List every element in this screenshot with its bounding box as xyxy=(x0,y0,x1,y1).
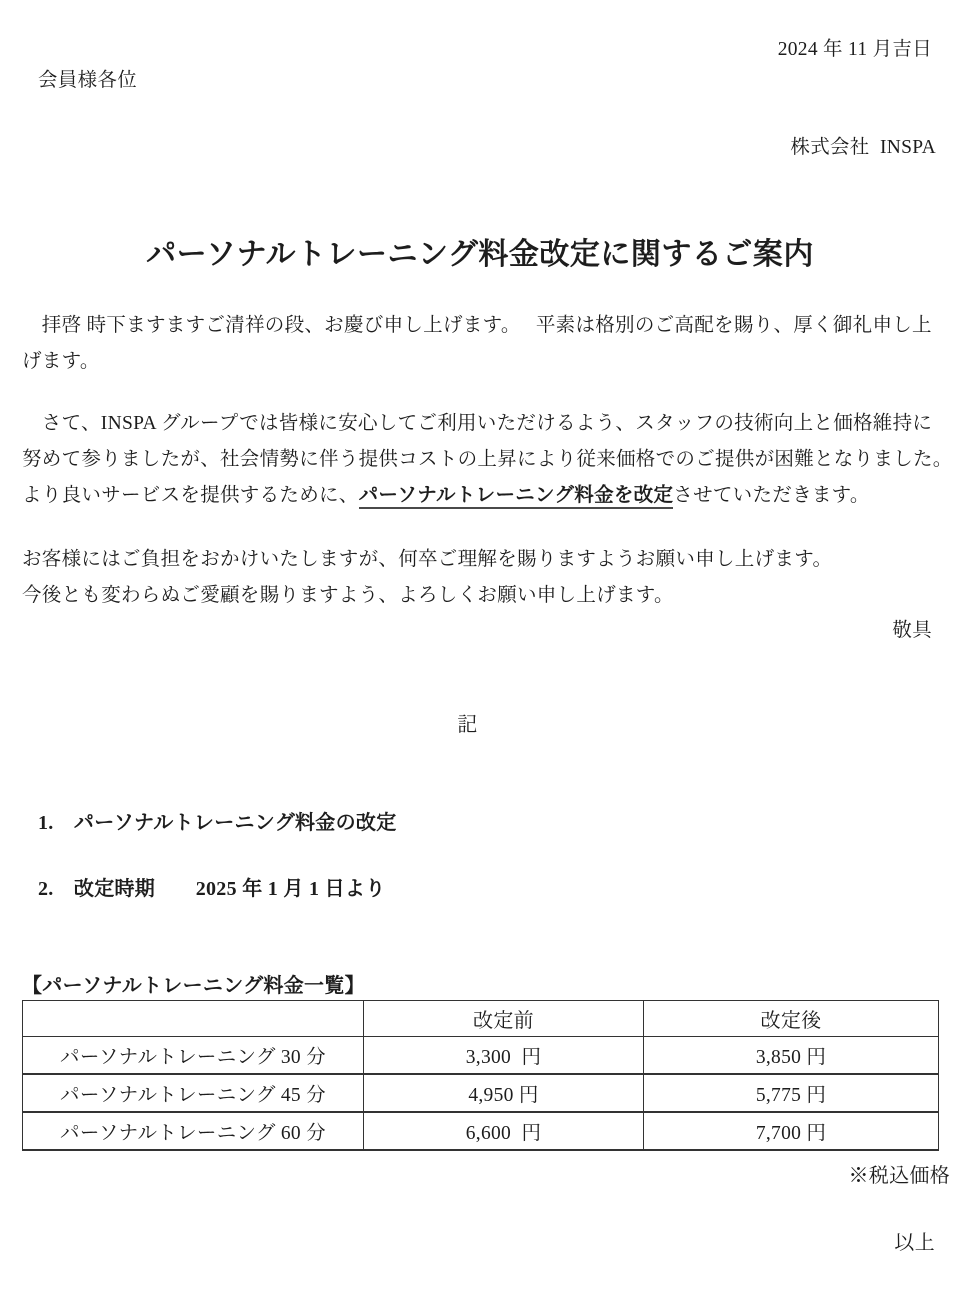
table-row-60min xyxy=(23,1112,939,1150)
document-title: パーソナルトレーニング料金改定に関するご案内 xyxy=(146,238,814,271)
list-item-revision-date: 2. 改定時期 2025 年 1 月 1 日より xyxy=(38,878,386,900)
body-line-3 xyxy=(22,478,940,514)
row-label: パーソナルトレーニング 60 分 xyxy=(23,1112,364,1150)
price-before: 3,300 円 xyxy=(364,1037,644,1075)
record-marker: 記 xyxy=(457,714,478,736)
price-revision-emphasis: パーソナルトレーニング料金を改定 xyxy=(359,485,674,509)
row-label: パーソナルトレーニング 45 分 xyxy=(23,1074,364,1112)
closing-line-2: 今後とも変わらぬご愛顧を賜りますよう、よろしくお願い申し上げます。 xyxy=(22,585,674,606)
date-line: 2024 年 11 月吉日 xyxy=(777,39,932,60)
closing-paragraph xyxy=(22,542,940,614)
table-header-empty xyxy=(23,1001,364,1037)
body-line-1: さて、INSPA グループでは皆様に安心してご利用いただけるよう、スタッフの技術向上と価格維持に xyxy=(22,413,933,434)
table-row-30min xyxy=(23,1037,939,1075)
table-header-row xyxy=(23,1001,939,1037)
tax-included-note: ※税込価格 xyxy=(848,1165,950,1187)
keigu-closing: 敬具 xyxy=(892,620,932,641)
price-before: 4,950 円 xyxy=(364,1074,644,1112)
end-marker: 以上 xyxy=(894,1232,935,1254)
price-list-heading: 【パーソナルトレーニング料金一覧】 xyxy=(22,975,365,997)
price-after: 5,775 円 xyxy=(644,1074,939,1112)
greeting-paragraph xyxy=(22,308,940,380)
price-after: 7,700 円 xyxy=(644,1112,939,1150)
body-line-2: 努めて参りましたが、社会情勢に伴う提供コストの上昇により従来価格でのご提供が困難となりました。 xyxy=(22,449,953,470)
body-line-3-suffix: させていただきます。 xyxy=(673,485,870,506)
greeting-line-2: げます。 xyxy=(22,351,100,372)
price-before: 6,600 円 xyxy=(364,1112,644,1150)
body-line-3-prefix: より良いサービスを提供するために、 xyxy=(22,485,359,506)
greeting-line-1: 拝啓 時下ますますご清祥の段、お慶び申し上げます。 平素は格別のご高配を賜り、厚く御礼申し上 xyxy=(22,315,932,336)
price-after: 3,850 円 xyxy=(644,1037,939,1075)
price-table-container xyxy=(22,1000,935,1151)
sender-line: 株式会社 INSPA xyxy=(790,137,936,158)
table-header-before: 改定前 xyxy=(364,1001,644,1037)
table-header-after: 改定後 xyxy=(644,1001,939,1037)
price-table xyxy=(22,1000,939,1151)
closing-line-1: お客様にはご負担をおかけいたしますが、何卒ご理解を賜りますようお願い申し上げます。 xyxy=(22,549,833,570)
list-item-price-revision: 1. パーソナルトレーニング料金の改定 xyxy=(38,812,397,834)
table-row-45min xyxy=(23,1074,939,1112)
recipient-line: 会員様各位 xyxy=(38,70,138,91)
row-label: パーソナルトレーニング 30 分 xyxy=(23,1037,364,1075)
body-paragraph xyxy=(22,406,953,514)
